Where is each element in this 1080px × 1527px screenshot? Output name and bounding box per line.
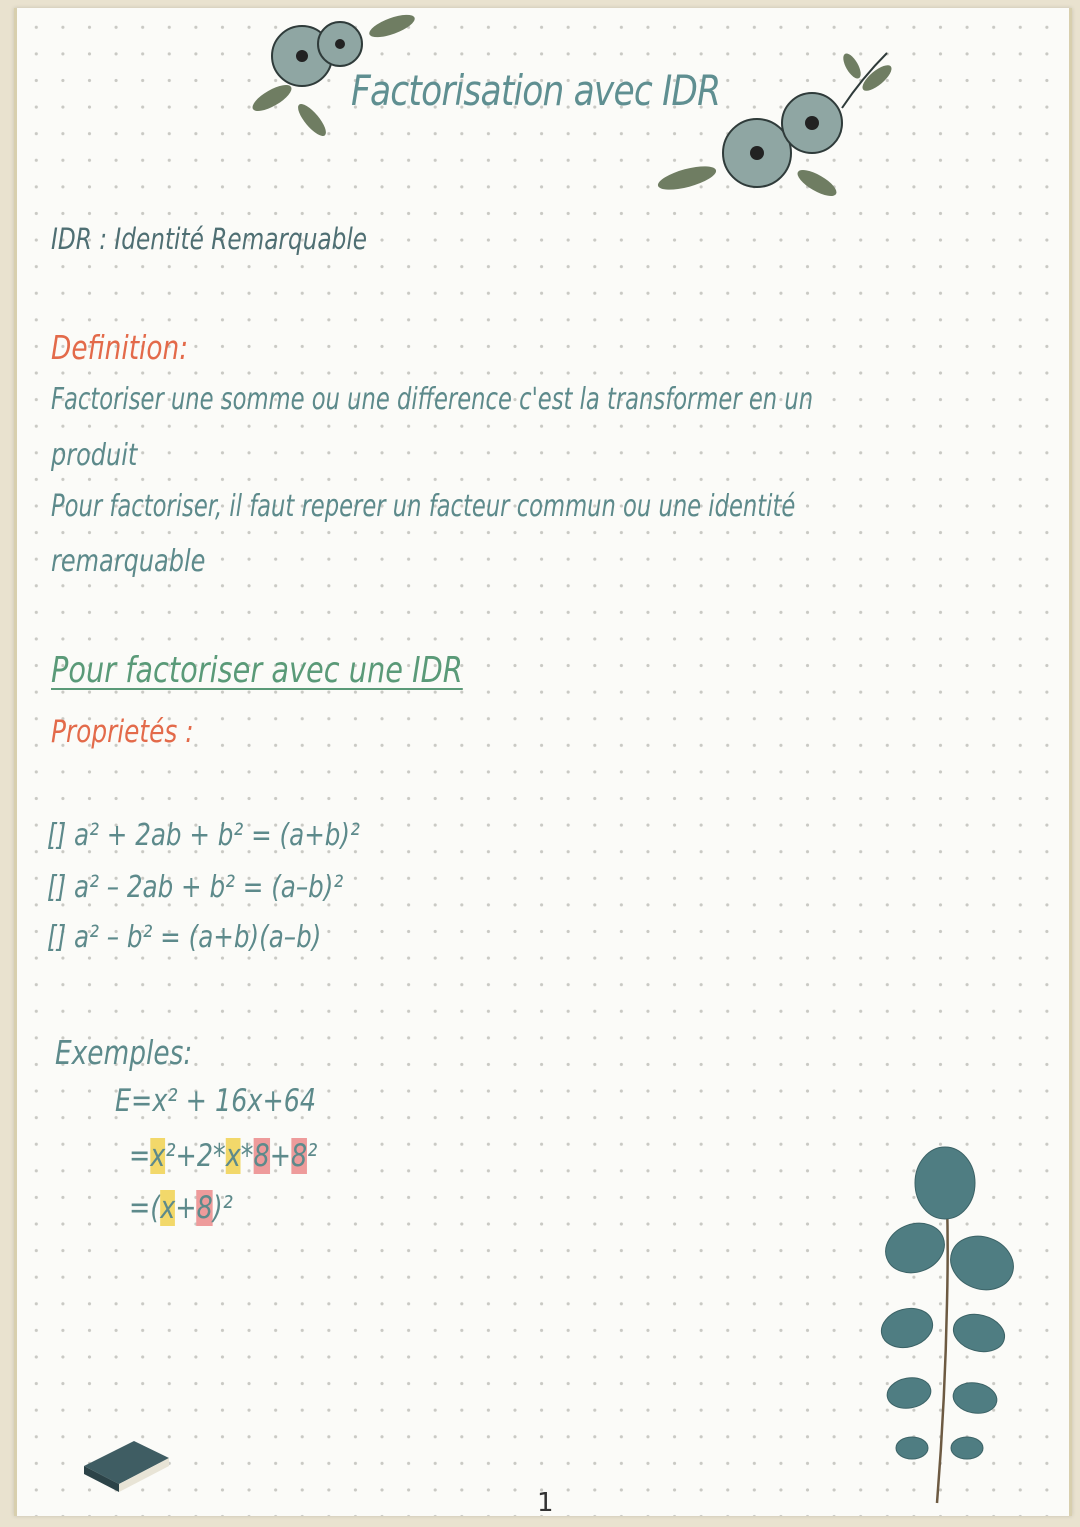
formula-difference-of-squares: [] a² – b² = (a+b)(a–b) xyxy=(47,920,322,955)
definition-line: remarquable xyxy=(51,544,206,579)
definition-line: Factoriser une somme ou une difference c'est la transformer en un xyxy=(51,382,814,417)
example-token: )² xyxy=(212,1190,233,1226)
formula-square-sum: [] a² + 2ab + b² = (a+b)² xyxy=(47,818,360,853)
example-token: = xyxy=(129,1138,151,1174)
properties-heading: Proprietés : xyxy=(51,714,194,750)
example-token: * xyxy=(240,1138,254,1174)
notebook-page xyxy=(14,8,1072,1516)
highlight-a: x xyxy=(160,1190,176,1226)
page-number: 1 xyxy=(537,1488,554,1516)
examples-heading: Exemples: xyxy=(55,1033,193,1072)
section-title: Pour factoriser avec une IDR xyxy=(51,650,463,691)
definition-heading: Definition: xyxy=(51,328,189,367)
highlight-b: 8 xyxy=(291,1138,308,1174)
example-token: + xyxy=(269,1138,292,1174)
example-token: =( xyxy=(129,1190,161,1226)
definition-line: produit xyxy=(51,438,138,473)
example-line: E=x² + 16x+64 xyxy=(115,1083,317,1119)
highlight-a: x xyxy=(225,1138,241,1174)
example-token: ² xyxy=(165,1138,176,1174)
leaf-branch-decoration-icon xyxy=(867,1143,1027,1513)
example-token: + xyxy=(175,1190,197,1226)
example-token: +2* xyxy=(175,1138,226,1174)
highlight-b: 8 xyxy=(253,1138,270,1174)
highlight-a: x xyxy=(150,1138,166,1174)
example-line xyxy=(129,1190,233,1226)
book-icon xyxy=(79,1436,174,1496)
highlight-b: 8 xyxy=(196,1190,213,1226)
example-token: ² xyxy=(307,1138,318,1174)
idr-definition: IDR : Identité Remarquable xyxy=(51,222,368,256)
formula-square-difference: [] a² – 2ab + b² = (a–b)² xyxy=(47,870,344,905)
definition-line: Pour factoriser, il faut reperer un facteur commun ou une identité xyxy=(51,489,796,524)
example-line xyxy=(129,1138,317,1174)
page-title: Factorisation avec IDR xyxy=(351,66,721,115)
